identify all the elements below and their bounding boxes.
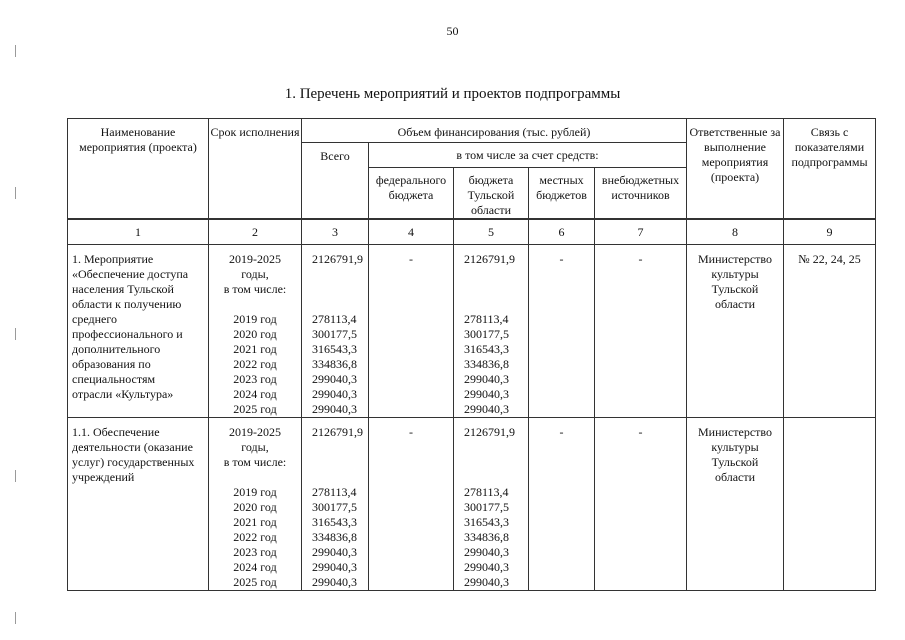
year-label: 2020 год (233, 327, 277, 341)
regional-year-value: 278113,4 (464, 485, 509, 499)
total-year-value: 316543,3 (312, 342, 357, 356)
regional-year-value: 300177,5 (464, 327, 509, 341)
col-number: 1 (68, 219, 209, 245)
activity-name-cell (68, 418, 209, 591)
activity-name-line: отрасли «Культура» (72, 387, 174, 401)
responsible-cell (687, 418, 784, 591)
year-label: 2021 год (233, 515, 277, 529)
activity-name-line: 1. Мероприятие (72, 252, 154, 266)
page-number: 50 (446, 24, 459, 38)
term-cell (209, 418, 302, 591)
header-including: в том числе за счет средств: (369, 143, 687, 168)
activity-name-line: среднего (72, 312, 117, 326)
document-title: 1. Перечень мероприятий и проектов подпрограммы (284, 86, 621, 102)
regional-cell (454, 245, 529, 418)
regional-year-value: 334836,8 (464, 357, 509, 371)
activity-name-line: профессионального и (72, 327, 183, 341)
responsible-line: культуры (711, 440, 759, 454)
year-label: 2022 год (233, 357, 277, 371)
regional-year-value: 299040,3 (464, 560, 509, 574)
col-number: 6 (529, 219, 595, 245)
year-label: 2022 год (233, 530, 277, 544)
activity-name-line: области к получению (72, 297, 182, 311)
activity-name-line: «Обеспечение доступа (72, 267, 189, 281)
local-cell: - (529, 418, 595, 591)
activity-name-line: образования по (72, 357, 151, 371)
col-number: 2 (209, 219, 302, 245)
regional-year-value: 299040,3 (464, 387, 509, 401)
activity-name-line: учреждений (72, 470, 135, 484)
col-number: 7 (595, 219, 687, 245)
responsible-line: Тульской (711, 282, 759, 296)
term-cell (209, 245, 302, 418)
year-label: 2023 год (233, 372, 277, 386)
regional-year-value: 299040,3 (464, 545, 509, 559)
activity-name-line: 1.1. Обеспечение (72, 425, 160, 439)
offbudget-cell: - (595, 245, 687, 418)
total-value: 2126791,9 (312, 425, 363, 439)
responsible-line: области (714, 470, 756, 484)
header-link: Связь с показателями подпрограммы (784, 119, 876, 220)
margin-mark (15, 328, 16, 340)
regional-cell (454, 418, 529, 591)
responsible-line: культуры (711, 267, 759, 281)
regional-year-value: 299040,3 (464, 575, 509, 589)
header-total: Всего (302, 143, 369, 220)
margin-mark (15, 612, 16, 624)
federal-cell: - (369, 245, 454, 418)
total-year-value: 278113,4 (312, 485, 357, 499)
col-number: 8 (687, 219, 784, 245)
total-cell (302, 245, 369, 418)
year-label: 2021 год (233, 342, 277, 356)
year-label: 2023 год (233, 545, 277, 559)
total-cell (302, 418, 369, 591)
responsible-line: Министерство (698, 425, 772, 439)
header-responsible: Ответственные за выполнение мероприятия (проекта) (687, 119, 784, 220)
year-label: 2024 год (233, 560, 277, 574)
total-year-value: 300177,5 (312, 500, 357, 514)
year-label: 2024 год (233, 387, 277, 401)
header-term: Срок исполнения (209, 119, 302, 220)
regional-year-value: 278113,4 (464, 312, 509, 326)
link-cell: № 22, 24, 25 (784, 245, 876, 418)
regional-year-value: 299040,3 (464, 402, 509, 416)
year-label: 2025 год (233, 402, 277, 416)
responsible-line: Министерство (698, 252, 772, 266)
activity-name-cell (68, 245, 209, 418)
total-year-value: 299040,3 (312, 372, 357, 386)
year-label: 2020 год (233, 500, 277, 514)
term-line: годы, (241, 440, 269, 454)
total-year-value: 334836,8 (312, 530, 357, 544)
total-year-value: 299040,3 (312, 575, 357, 589)
regional-year-value: 316543,3 (464, 515, 509, 529)
activity-name-line: услуг) государственных (72, 455, 195, 469)
activity-name-line: деятельности (оказание (72, 440, 193, 454)
table-row (68, 245, 876, 418)
total-value: 2126791,9 (312, 252, 363, 266)
header-federal: федерального бюджета (369, 168, 454, 220)
margin-mark (15, 45, 16, 57)
term-line: в том числе: (223, 455, 287, 469)
header-name: Наименование мероприятия (проекта) (68, 119, 209, 220)
total-year-value: 299040,3 (312, 545, 357, 559)
margin-mark (15, 470, 16, 482)
year-label: 2019 год (233, 485, 277, 499)
responsible-line: Тульской (711, 455, 759, 469)
margin-mark (15, 187, 16, 199)
activity-name-line: дополнительного (72, 342, 161, 356)
activity-name-line: населения Тульской (72, 282, 174, 296)
local-cell: - (529, 245, 595, 418)
regional-year-value: 299040,3 (464, 372, 509, 386)
header-regional: бюджета Тульской области (454, 168, 529, 220)
regional-value: 2126791,9 (464, 252, 515, 266)
term-line: 2019-2025 (229, 252, 281, 266)
table-row (68, 418, 876, 591)
header-local: местных бюджетов (529, 168, 595, 220)
link-cell (784, 418, 876, 591)
term-line: 2019-2025 (229, 425, 281, 439)
total-year-value: 334836,8 (312, 357, 357, 371)
total-year-value: 300177,5 (312, 327, 357, 341)
federal-cell: - (369, 418, 454, 591)
total-year-value: 299040,3 (312, 402, 357, 416)
responsible-cell (687, 245, 784, 418)
responsible-line: области (714, 297, 756, 311)
header-offbudget: внебюджетных источников (595, 168, 687, 220)
col-number: 3 (302, 219, 369, 245)
regional-year-value: 334836,8 (464, 530, 509, 544)
term-line: в том числе: (223, 282, 287, 296)
total-year-value: 278113,4 (312, 312, 357, 326)
col-number: 9 (784, 219, 876, 245)
activities-table (67, 118, 876, 591)
activity-name-line: специальностям (72, 372, 156, 386)
header-financing: Объем финансирования (тыс. рублей) (302, 119, 687, 143)
offbudget-cell: - (595, 418, 687, 591)
col-number: 4 (369, 219, 454, 245)
total-year-value: 316543,3 (312, 515, 357, 529)
year-label: 2019 год (233, 312, 277, 326)
regional-value: 2126791,9 (464, 425, 515, 439)
term-line: годы, (241, 267, 269, 281)
regional-year-value: 300177,5 (464, 500, 509, 514)
regional-year-value: 316543,3 (464, 342, 509, 356)
col-number: 5 (454, 219, 529, 245)
year-label: 2025 год (233, 575, 277, 589)
total-year-value: 299040,3 (312, 560, 357, 574)
total-year-value: 299040,3 (312, 387, 357, 401)
